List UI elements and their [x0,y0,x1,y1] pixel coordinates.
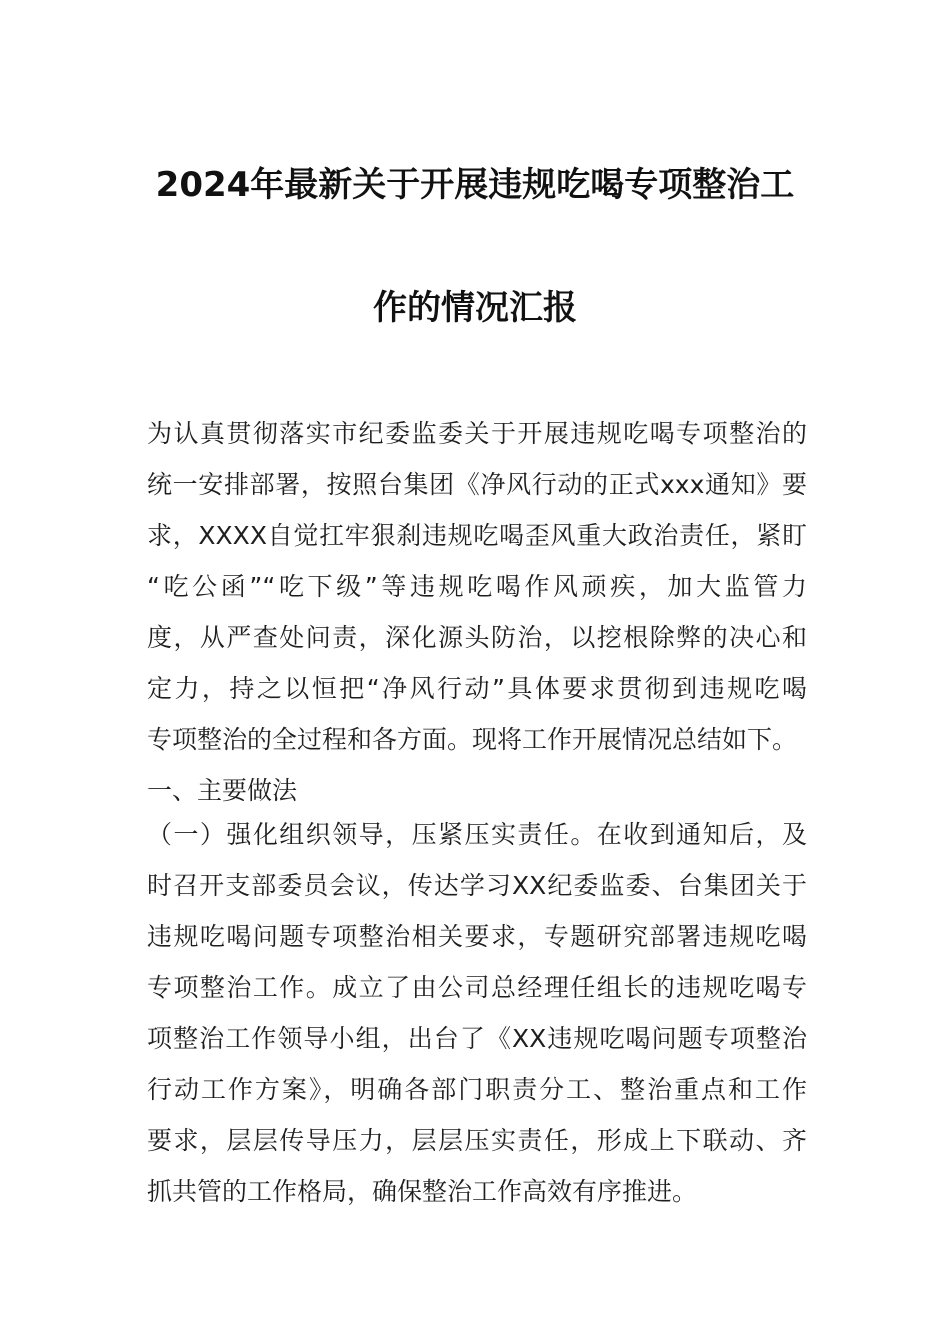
body-line: （一）强化组织领导，压紧压实责任。在收到通知后，及 [147,820,807,849]
body-line: 度，从严查处问责，深化源头防治，以挖根除弊的决心和 [147,623,807,652]
body-line: 专项整治工作。成立了由公司总经理任组长的违规吃喝专 [147,973,807,1002]
body-line: 定力，持之以恒把“净风行动”具体要求贯彻到违规吃喝 [147,674,807,703]
document-title-line-2: 作的情况汇报 [373,288,577,328]
body-line: “吃公函”“吃下级”等违规吃喝作风顽疾，加大监管力 [147,572,807,601]
body-line: 专项整治的全过程和各方面。现将工作开展情况总结如下。 [147,725,798,754]
body-line: 时召开支部委员会议，传达学习XX纪委监委、台集团关于 [147,871,807,900]
body-line: 为认真贯彻落实市纪委监委关于开展违规吃喝专项整治的 [147,419,807,448]
section-heading: 一、主要做法 [147,776,298,805]
body-line: 行动工作方案》，明确各部门职责分工、整治重点和工作 [147,1075,807,1104]
document-title-line-1: 2024年最新关于开展违规吃喝专项整治工 [155,165,795,205]
body-line: 抓共管的工作格局，确保整治工作高效有序推进。 [147,1177,698,1206]
body-line: 求，XXXX自觉扛牢狠刹违规吃喝歪风重大政治责任，紧盯 [147,521,807,550]
body-line: 违规吃喝问题专项整治相关要求，专题研究部署违规吃喝 [147,922,807,951]
body-line: 项整治工作领导小组，出台了《XX违规吃喝问题专项整治 [147,1024,807,1053]
body-line: 统一安排部署，按照台集团《净风行动的正式xxx通知》要 [147,470,807,499]
body-line: 要求，层层传导压力，层层压实责任，形成上下联动、齐 [147,1126,807,1155]
